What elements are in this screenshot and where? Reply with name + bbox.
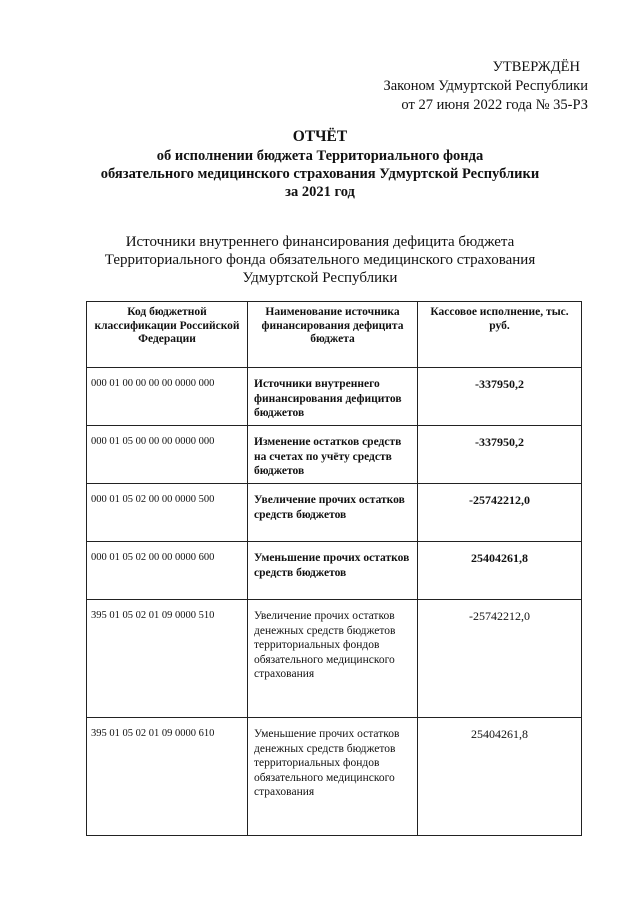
approval-date: от 27 июня 2022 года № 35-РЗ — [401, 97, 588, 113]
table-row — [87, 426, 582, 484]
table-row — [87, 484, 582, 542]
budget-code-cell: 000 01 05 00 00 00 0000 000 — [87, 426, 248, 484]
amount-cell: -337950,2 — [418, 426, 582, 484]
source-name-cell: Уменьшение прочих остатков средств бюджетов — [248, 542, 418, 600]
report-title-heading: ОТЧЁТ — [292, 128, 348, 145]
table-header-row — [87, 302, 582, 368]
report-title-line-2: об исполнении бюджета Территориального фонда — [156, 148, 484, 164]
amount-cell: -25742212,0 — [418, 484, 582, 542]
budget-code-cell: 000 01 00 00 00 00 0000 000 — [87, 368, 248, 426]
report-title — [40, 128, 600, 201]
source-name-cell: Источники внутреннего финансирования дефицитов бюджетов — [248, 368, 418, 426]
source-name-cell: Увеличение прочих остатков денежных средств бюджетов территориальных фондов обязательного медицинского страхования — [248, 600, 418, 718]
table-row — [87, 542, 582, 600]
approval-stamp — [348, 58, 588, 115]
budget-code-cell: 395 01 05 02 01 09 0000 610 — [87, 718, 248, 836]
table-row — [87, 600, 582, 718]
budget-code-cell: 395 01 05 02 01 09 0000 510 — [87, 600, 248, 718]
budget-code-cell: 000 01 05 02 00 00 0000 500 — [87, 484, 248, 542]
amount-cell: 25404261,8 — [418, 718, 582, 836]
table-row — [87, 368, 582, 426]
approval-law: Законом Удмуртской Республики — [383, 78, 588, 94]
column-header-name: Наименование источника финансирования дефицита бюджета — [248, 302, 418, 368]
report-title-line-3: обязательного медицинского страхования Удмуртской Республики — [100, 166, 540, 182]
amount-cell: -337950,2 — [418, 368, 582, 426]
table-caption — [40, 233, 600, 287]
budget-code-cell: 000 01 05 02 00 00 0000 600 — [87, 542, 248, 600]
column-header-amount: Кассовое исполнение, тыс. руб. — [418, 302, 582, 368]
source-name-cell: Изменение остатков средств на счетах по учёту средств бюджетов — [248, 426, 418, 484]
source-name-cell: Уменьшение прочих остатков денежных средств бюджетов территориальных фондов обязательного медицинского страхования — [248, 718, 418, 836]
amount-cell: -25742212,0 — [418, 600, 582, 718]
source-name-cell: Увеличение прочих остатков средств бюджетов — [248, 484, 418, 542]
table-caption-line-1: Источники внутреннего финансирования дефицита бюджета — [125, 234, 515, 250]
approval-heading: УТВЕРЖДЁН — [492, 59, 580, 75]
table-row — [87, 718, 582, 836]
report-title-year: за 2021 год — [285, 184, 355, 200]
table-caption-line-3: Удмуртской Республики — [242, 270, 398, 286]
table-caption-line-2: Территориального фонда обязательного медицинского страхования — [104, 252, 536, 268]
financing-sources-table — [86, 301, 582, 836]
column-header-code: Код бюджетной классификации Российской Федерации — [87, 302, 248, 368]
amount-cell: 25404261,8 — [418, 542, 582, 600]
